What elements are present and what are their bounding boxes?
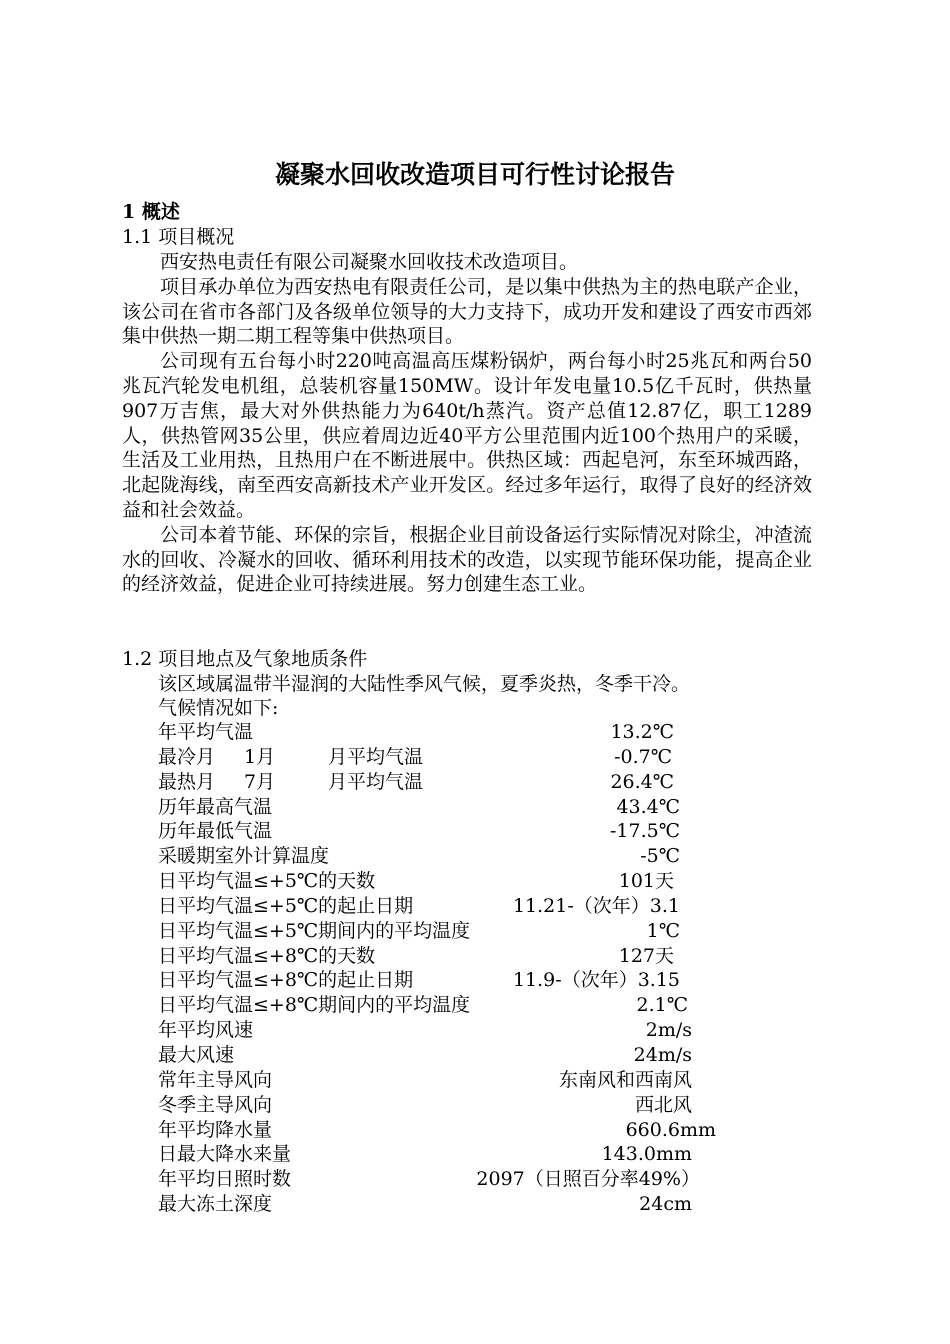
climate-value: 143.0mm — [601, 1143, 692, 1166]
climate-value: 13.2℃ — [610, 721, 674, 743]
climate-row — [158, 1043, 758, 1068]
climate-row — [158, 919, 758, 944]
climate-label: 日平均气温≤+5℃期间内的平均温度 — [158, 919, 471, 942]
climate-row — [158, 795, 758, 820]
climate-label: 常年主导风向 — [158, 1068, 273, 1091]
climate-value: 2097（日照百分率49%） — [476, 1168, 700, 1191]
climate-label: 日平均气温≤+8℃期间内的平均温度 — [158, 994, 471, 1017]
climate-row — [158, 1018, 758, 1043]
climate-month: 1月 — [244, 745, 276, 768]
section-1-heading: 1 概述 — [122, 201, 180, 223]
climate-label: 最大冻土深度 — [158, 1193, 273, 1216]
climate-row — [158, 894, 758, 919]
climate-row — [158, 770, 758, 795]
climate-label: 最冷月 — [158, 745, 216, 768]
climate-row — [158, 1093, 758, 1118]
climate-label: 历年最高气温 — [158, 795, 273, 818]
climate-value: 西北风 — [634, 1093, 692, 1116]
climate-label: 日平均气温≤+5℃的天数 — [158, 870, 376, 893]
climate-row — [158, 745, 758, 770]
climate-month: 7月 — [244, 770, 276, 793]
climate-value: 2m/s — [645, 1019, 692, 1042]
climate-label: 年平均降水量 — [158, 1118, 273, 1141]
climate-label: 年平均气温 — [158, 721, 254, 743]
climate-label: 年平均日照时数 — [158, 1168, 292, 1191]
report-title: 凝聚水回收改造项目可行性讨论报告 — [274, 160, 675, 189]
climate-table — [158, 720, 758, 1217]
climate-label: 日平均气温≤+8℃的天数 — [158, 944, 376, 967]
climate-label: 日平均气温≤+8℃的起止日期 — [158, 969, 414, 992]
climate-value: 1℃ — [646, 919, 680, 942]
climate-heading: 气候情况如下: — [158, 697, 279, 719]
section-1-1-heading: 1.1 项目概况 — [122, 226, 235, 248]
climate-label: 最热月 — [158, 770, 216, 793]
climate-value: 2.1℃ — [636, 994, 688, 1017]
climate-value: 43.4℃ — [616, 795, 680, 818]
climate-row — [158, 869, 758, 894]
climate-value: 24m/s — [633, 1043, 692, 1066]
climate-value: 11.9-（次年）3.15 — [512, 969, 680, 992]
climate-value: -5℃ — [640, 845, 680, 868]
paragraph-company-goals: 公司本着节能、环保的宗旨，根据企业目前设备运行实际情况对除尘，冲渣流水的回收、冷凝水的回收、循环利用技术的改造，以实现节能环保功能，提高企业的经济效益，促进企业可持续进展。努力创建生态工业。 — [122, 523, 812, 596]
climate-label: 历年最低气温 — [158, 820, 273, 843]
paragraph-project-name: 西安热电责任有限公司凝聚水回收技术改造项目。 — [160, 251, 579, 273]
climate-value: 24cm — [639, 1193, 692, 1216]
climate-label: 最大风速 — [158, 1043, 235, 1066]
climate-value: 东南风和西南风 — [558, 1068, 692, 1091]
climate-row — [158, 1167, 758, 1192]
climate-label: 日最大降水来量 — [158, 1143, 292, 1166]
climate-row — [158, 1068, 758, 1093]
paragraph-company-capacity: 公司现有五台每小时220吨高温高压煤粉锅炉，两台每小时25兆瓦和两台50兆瓦汽轮发电机组，总装机容量150MW。设计年发电量10.5亿千瓦时，供热量907万吉焦，最大对外供热能力为640t/h蒸汽。资产总值12.87亿，职工1289人，供热管网35公里，供应着周边近40平方公里范围内近100个热用户的采暖，生活及工业用热，且热用户在不断进展中。供热区域：西起皂河，东至环城西路，北起陇海线，南至西安高新技术产业开发区。经过多年运行，取得了良好的经济效益和社会效益。 — [122, 350, 812, 521]
climate-row — [158, 1118, 758, 1143]
climate-label: 日平均气温≤+5℃的起止日期 — [158, 894, 414, 917]
climate-row — [158, 1142, 758, 1167]
climate-value: 26.4℃ — [610, 770, 674, 793]
climate-value: -17.5℃ — [610, 820, 680, 843]
climate-value: 11.21-（次年）3.1 — [512, 894, 680, 917]
climate-intro: 该区域属温带半湿润的大陆性季风气候，夏季炎热，冬季干冷。 — [158, 673, 691, 695]
climate-sublabel: 月平均气温 — [328, 770, 424, 793]
climate-label: 年平均风速 — [158, 1019, 254, 1042]
climate-row — [158, 819, 758, 844]
climate-label: 采暖期室外计算温度 — [158, 845, 330, 868]
climate-value: 660.6mm — [625, 1118, 716, 1141]
climate-value: 127天 — [618, 944, 674, 967]
climate-value: 101天 — [618, 870, 674, 893]
climate-row — [158, 844, 758, 869]
climate-row — [158, 968, 758, 993]
climate-row — [158, 1192, 758, 1217]
section-1-2-heading: 1.2 项目地点及气象地质条件 — [122, 648, 368, 670]
project-overview — [122, 250, 812, 597]
climate-row — [158, 944, 758, 969]
climate-sublabel: 月平均气温 — [328, 745, 424, 768]
climate-value: -0.7℃ — [614, 745, 672, 768]
paragraph-company-intro: 项目承办单位为西安热电有限责任公司，是以集中供热为主的热电联产企业，该公司在省市各部门及各级单位领导的大力支持下，成功开发和建设了西安市西郊集中供热一期二期工程等集中供热项目。 — [122, 275, 812, 348]
climate-label: 冬季主导风向 — [158, 1093, 273, 1116]
climate-row — [158, 993, 758, 1018]
climate-row — [158, 720, 758, 745]
